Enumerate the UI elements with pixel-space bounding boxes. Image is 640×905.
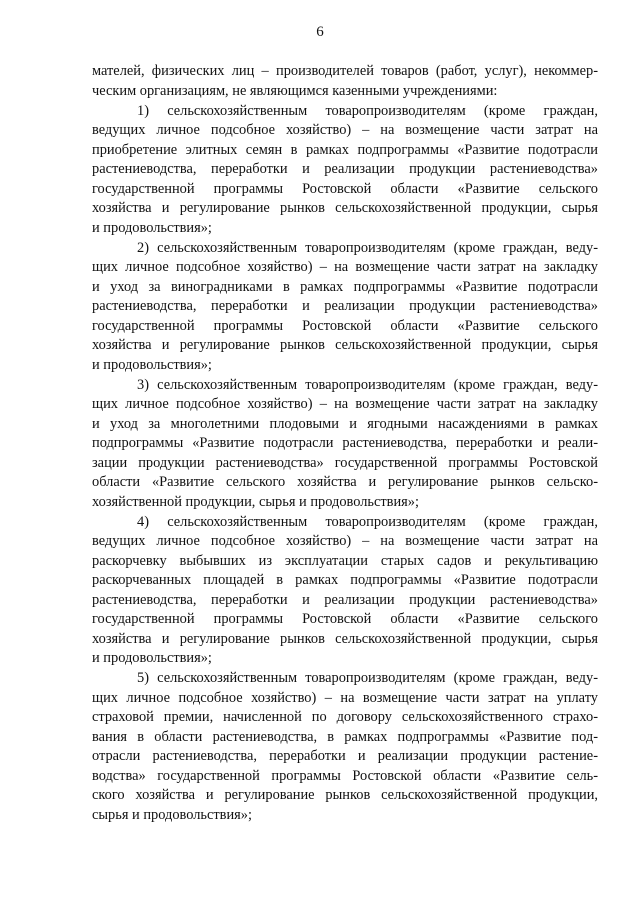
- text-line: и уход за виноградниками в рамках подпрограммы «Развитие подотрасли: [92, 278, 598, 295]
- text-line: ведущих личное подсобное хозяйство) – на возмещение части затрат на: [92, 533, 598, 549]
- text-line: зации продукции растениеводства» государственной программы Ростовской: [92, 454, 598, 471]
- document-body: [92, 62, 598, 825]
- paragraph-intro: [92, 62, 598, 101]
- text-line: подпрограммы «Развитие подотрасли растениеводства, переработки и реали-: [92, 435, 598, 451]
- text-line: хозяйства и регулирование рынков сельскохозяйственной продукции, сырья: [92, 630, 598, 647]
- text-line: государственной программы Ростовской области «Развитие сельского: [92, 180, 598, 197]
- text-line: растениеводства, переработки и реализации продукции растениеводства»: [92, 298, 598, 314]
- text-line: и продовольствия»;: [92, 650, 212, 666]
- text-line: растениеводства, переработки и реализации продукции растениеводства»: [92, 161, 598, 177]
- paragraph-item-4: [92, 513, 598, 669]
- page-number: 6: [316, 24, 324, 40]
- text-line: щих личное подсобное хозяйство) – на возмещение части затрат на закладку: [92, 259, 598, 275]
- text-line: хозяйства и регулирование рынков сельскохозяйственной продукции, сырья: [92, 200, 598, 216]
- text-line: и уход за многолетними плодовыми и ягодными насаждениями в рамках: [92, 415, 598, 432]
- text-line: вания в области растениеводства, в рамках подпрограммы «Развитие под-: [92, 728, 598, 745]
- text-line: щих личное подсобное хозяйство) – на возмещение части затрат на закладку: [92, 396, 598, 412]
- text-line: мателей, физических лиц – производителей товаров (работ, услуг), некоммер-: [92, 63, 598, 79]
- text-line: 2) сельскохозяйственным товаропроизводителям (кроме граждан, веду-: [137, 239, 598, 256]
- text-line: щих личное подсобное хозяйство) – на возмещение части затрат на уплату: [92, 689, 598, 706]
- text-line: 3) сельскохозяйственным товаропроизводителям (кроме граждан, веду-: [137, 376, 598, 393]
- text-line: и продовольствия»;: [92, 219, 212, 236]
- text-line: ведущих личное подсобное хозяйство) – на возмещение части затрат на: [92, 122, 598, 138]
- text-line: ского хозяйства и регулирование рынков сельскохозяйственной продукции,: [92, 787, 598, 803]
- text-line: 1) сельскохозяйственным товаропроизводителям (кроме граждан,: [137, 102, 598, 119]
- text-line: раскорчевку выбывших из эксплуатации старых садов и рекультивацию: [92, 552, 598, 569]
- text-line: и продовольствия»;: [92, 356, 212, 373]
- text-line: отрасли растениеводства, переработки и реализации продукции растение-: [92, 748, 598, 764]
- text-line: водства» государственной программы Ростовской области «Развитие сель-: [92, 767, 598, 784]
- text-line: раскорчеванных площадей в рамках подпрограммы «Развитие подотрасли: [92, 572, 598, 588]
- paragraph-item-3: [92, 376, 598, 513]
- text-line: растениеводства, переработки и реализации продукции растениеводства»: [92, 591, 598, 608]
- text-line: сырья и продовольствия»;: [92, 806, 252, 823]
- text-line: государственной программы Ростовской области «Развитие сельского: [92, 317, 598, 334]
- paragraph-item-2: [92, 239, 598, 376]
- text-line: страховой премии, начисленной по договору сельскохозяйственного страхо-: [92, 709, 598, 725]
- text-line: хозяйственной продукции, сырья и продовольствия»;: [92, 493, 419, 510]
- paragraph-item-1: [92, 102, 598, 239]
- text-line: ческим организациям, не являющимся казенными учреждениями:: [92, 82, 498, 99]
- text-line: 4) сельскохозяйственным товаропроизводителям (кроме граждан,: [137, 513, 598, 530]
- text-line: 5) сельскохозяйственным товаропроизводителям (кроме граждан, веду-: [137, 670, 598, 686]
- text-line: государственной программы Ростовской области «Развитие сельского: [92, 611, 598, 627]
- text-line: приобретение элитных семян в рамках подпрограммы «Развитие подотрасли: [92, 141, 598, 158]
- text-line: хозяйства и регулирование рынков сельскохозяйственной продукции, сырья: [92, 337, 598, 353]
- text-line: области «Развитие сельского хозяйства и регулирование рынков сельско-: [92, 474, 598, 490]
- paragraph-item-5: [92, 669, 598, 825]
